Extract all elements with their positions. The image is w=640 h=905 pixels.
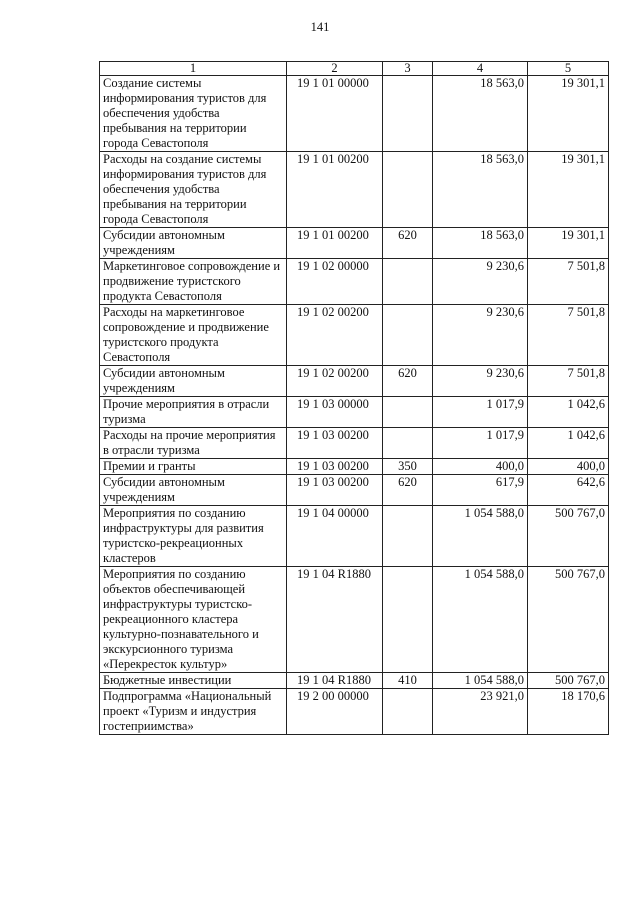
row-amount-year2-cell: 7 501,8 <box>528 259 609 305</box>
table-header <box>100 62 609 76</box>
table-body <box>100 76 609 735</box>
row-name-cell: Прочие мероприятия в отрасли туризма <box>100 397 287 428</box>
table-row <box>100 259 609 305</box>
budget-table <box>99 61 609 735</box>
row-amount-year1-cell: 400,0 <box>433 459 528 475</box>
row-expense-type-cell <box>383 152 433 228</box>
table-row <box>100 673 609 689</box>
column-header-4: 4 <box>433 62 528 76</box>
row-name-cell: Расходы на маркетинговое сопровождение и продвижение туристского продукта Севастополя <box>100 305 287 366</box>
row-amount-year2-cell: 19 301,1 <box>528 76 609 152</box>
row-amount-year1-cell: 23 921,0 <box>433 689 528 735</box>
row-code-cell: 19 1 03 00000 <box>287 397 383 428</box>
row-amount-year2-cell: 500 767,0 <box>528 673 609 689</box>
row-code-cell: 19 1 01 00200 <box>287 152 383 228</box>
table-row <box>100 366 609 397</box>
row-expense-type-cell: 410 <box>383 673 433 689</box>
row-expense-type-cell: 620 <box>383 228 433 259</box>
row-name-cell: Маркетинговое сопровождение и продвижение туристского продукта Севастополя <box>100 259 287 305</box>
row-amount-year2-cell: 19 301,1 <box>528 228 609 259</box>
row-name-cell: Субсидии автономным учреждениям <box>100 475 287 506</box>
table-row <box>100 228 609 259</box>
row-amount-year1-cell: 1 054 588,0 <box>433 673 528 689</box>
row-code-cell: 19 1 03 00200 <box>287 459 383 475</box>
table-row <box>100 305 609 366</box>
row-amount-year2-cell: 7 501,8 <box>528 305 609 366</box>
row-code-cell: 19 2 00 00000 <box>287 689 383 735</box>
table-row <box>100 397 609 428</box>
row-name-cell: Субсидии автономным учреждениям <box>100 228 287 259</box>
row-expense-type-cell <box>383 567 433 673</box>
column-header-2: 2 <box>287 62 383 76</box>
row-name-cell: Создание системы информирования туристов для обеспечения удобства пребывания на территории города Севастополя <box>100 76 287 152</box>
row-name-cell: Мероприятия по созданию объектов обеспечивающей инфраструктуры туристско-рекреационного кластера культурно-познавательного и экскурсионного туризма «Перекресток культур» <box>100 567 287 673</box>
column-header-1: 1 <box>100 62 287 76</box>
table-row <box>100 689 609 735</box>
row-expense-type-cell <box>383 689 433 735</box>
row-amount-year1-cell: 9 230,6 <box>433 305 528 366</box>
table-row <box>100 459 609 475</box>
table-row <box>100 567 609 673</box>
row-code-cell: 19 1 04 R1880 <box>287 673 383 689</box>
row-name-cell: Премии и гранты <box>100 459 287 475</box>
row-code-cell: 19 1 02 00200 <box>287 305 383 366</box>
row-name-cell: Расходы на создание системы информирования туристов для обеспечения удобства пребывания на территории города Севастополя <box>100 152 287 228</box>
row-code-cell: 19 1 04 R1880 <box>287 567 383 673</box>
row-amount-year1-cell: 1 017,9 <box>433 397 528 428</box>
row-name-cell: Расходы на прочие мероприятия в отрасли туризма <box>100 428 287 459</box>
row-code-cell: 19 1 01 00200 <box>287 228 383 259</box>
row-code-cell: 19 1 03 00200 <box>287 475 383 506</box>
column-header-3: 3 <box>383 62 433 76</box>
row-amount-year1-cell: 9 230,6 <box>433 259 528 305</box>
row-amount-year2-cell: 18 170,6 <box>528 689 609 735</box>
row-amount-year2-cell: 1 042,6 <box>528 428 609 459</box>
header-row <box>100 62 609 76</box>
row-amount-year1-cell: 1 054 588,0 <box>433 567 528 673</box>
table-row <box>100 428 609 459</box>
row-expense-type-cell <box>383 76 433 152</box>
row-code-cell: 19 1 04 00000 <box>287 506 383 567</box>
row-name-cell: Мероприятия по созданию инфраструктуры для развития туристско-рекреационных кластеров <box>100 506 287 567</box>
row-expense-type-cell: 350 <box>383 459 433 475</box>
row-amount-year1-cell: 18 563,0 <box>433 76 528 152</box>
row-code-cell: 19 1 02 00200 <box>287 366 383 397</box>
row-expense-type-cell: 620 <box>383 366 433 397</box>
row-expense-type-cell <box>383 397 433 428</box>
row-code-cell: 19 1 03 00200 <box>287 428 383 459</box>
row-amount-year2-cell: 19 301,1 <box>528 152 609 228</box>
row-amount-year1-cell: 18 563,0 <box>433 152 528 228</box>
row-code-cell: 19 1 01 00000 <box>287 76 383 152</box>
row-amount-year2-cell: 500 767,0 <box>528 506 609 567</box>
table-row <box>100 152 609 228</box>
row-amount-year1-cell: 18 563,0 <box>433 228 528 259</box>
row-amount-year2-cell: 7 501,8 <box>528 366 609 397</box>
table-row <box>100 506 609 567</box>
row-expense-type-cell <box>383 259 433 305</box>
row-amount-year2-cell: 1 042,6 <box>528 397 609 428</box>
row-name-cell: Бюджетные инвестиции <box>100 673 287 689</box>
row-amount-year1-cell: 9 230,6 <box>433 366 528 397</box>
row-amount-year1-cell: 1 054 588,0 <box>433 506 528 567</box>
row-expense-type-cell: 620 <box>383 475 433 506</box>
row-name-cell: Субсидии автономным учреждениям <box>100 366 287 397</box>
row-amount-year1-cell: 1 017,9 <box>433 428 528 459</box>
table-row <box>100 475 609 506</box>
row-expense-type-cell <box>383 305 433 366</box>
row-amount-year2-cell: 400,0 <box>528 459 609 475</box>
row-amount-year1-cell: 617,9 <box>433 475 528 506</box>
row-amount-year2-cell: 642,6 <box>528 475 609 506</box>
row-expense-type-cell <box>383 428 433 459</box>
row-expense-type-cell <box>383 506 433 567</box>
table-row <box>100 76 609 152</box>
column-header-5: 5 <box>528 62 609 76</box>
row-code-cell: 19 1 02 00000 <box>287 259 383 305</box>
page-number: 141 <box>310 20 330 34</box>
row-name-cell: Подпрограмма «Национальный проект «Туризм и индустрия гостеприимства» <box>100 689 287 735</box>
row-amount-year2-cell: 500 767,0 <box>528 567 609 673</box>
